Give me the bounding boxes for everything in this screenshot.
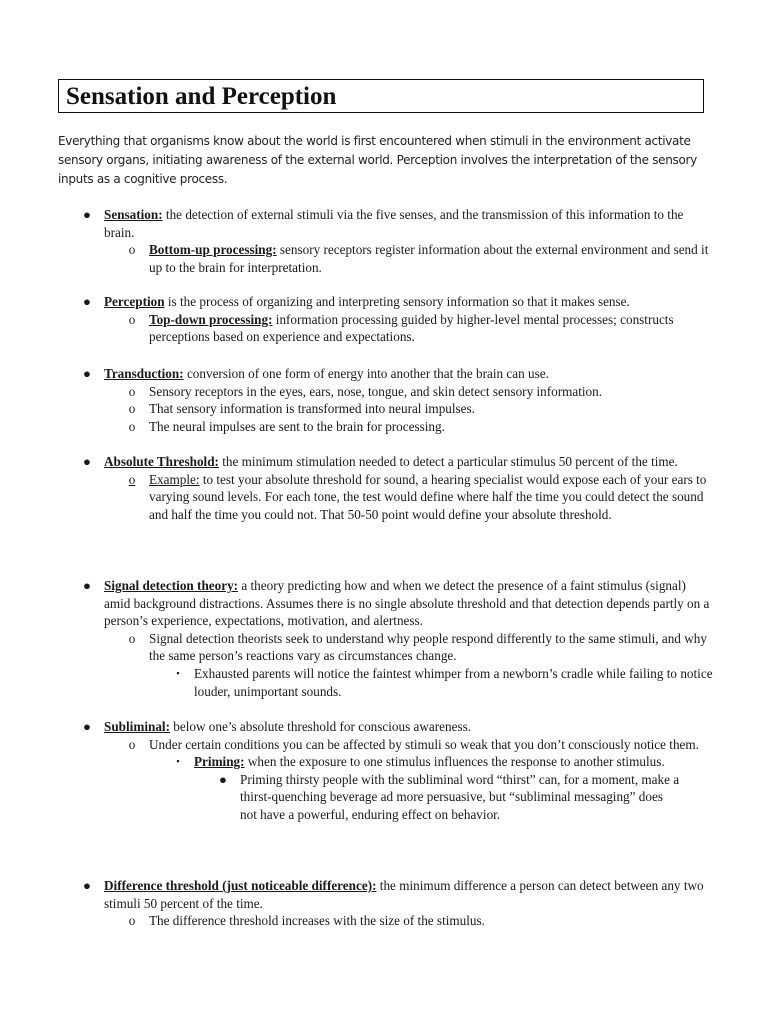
circle-marker: o — [128, 401, 136, 417]
bullet-marker: ● — [219, 771, 227, 787]
page-title: Sensation and Perception — [66, 83, 337, 110]
section-perception — [0, 293, 768, 346]
bullet-marker: ● — [83, 366, 91, 381]
section-sensation — [0, 206, 768, 276]
definition: below one’s absolute threshold for conscious awareness. — [169, 719, 472, 734]
square-marker: ▪ — [176, 756, 180, 767]
section-transduction — [0, 365, 768, 435]
section-signal-detection — [0, 577, 768, 700]
list-item — [0, 206, 768, 241]
list-item — [0, 471, 768, 524]
term-subliminal: Subliminal: — [104, 719, 170, 734]
list-item — [0, 877, 768, 912]
list-item — [0, 453, 768, 471]
term-difference-threshold: Difference threshold (just noticeable difference): — [104, 878, 377, 893]
list-item — [0, 753, 768, 771]
term-signal-detection: Signal detection theory: — [104, 578, 239, 593]
square-marker: ▪ — [176, 667, 180, 678]
detail-text: Under certain conditions you can be affected by stimuli so weak that you don’t consciously notice them. — [149, 736, 699, 752]
term-sensation: Sensation: — [104, 207, 163, 222]
definition: conversion of one form of energy into another that the brain can use. — [183, 366, 549, 381]
list-item — [0, 383, 768, 401]
definition: information processing guided by higher-level mental processes; constructs perceptions based on experience and expectations. — [149, 311, 674, 345]
list-item — [0, 418, 768, 436]
bullet-marker: ● — [83, 207, 91, 222]
list-item — [0, 736, 768, 754]
title-box — [58, 79, 704, 113]
circle-marker: o — [128, 471, 136, 487]
term-perception: Perception — [104, 294, 165, 309]
definition: the detection of external stimuli via the five senses, and the transmission of this information to the brain. — [104, 207, 684, 240]
detail-text: Exhausted parents will notice the faintest whimper from a newborn’s cradle while failing to notice louder, unimportant sounds. — [194, 665, 713, 699]
list-item — [0, 241, 768, 276]
list-item — [0, 665, 768, 700]
term-bottom-up: Bottom-up processing: — [149, 242, 277, 258]
circle-marker: o — [128, 242, 136, 258]
list-item — [0, 365, 768, 383]
definition: sensory receptors register information about the external environment and send it up to the brain for interpretation. — [149, 242, 709, 275]
bullet-marker: ● — [83, 719, 91, 734]
term-top-down: Top-down processing: — [149, 311, 273, 327]
definition: the minimum difference a person can detect between any two stimuli 50 percent of the time. — [104, 878, 704, 911]
definition: is the process of organizing and interpreting sensory information so that it makes sense. — [164, 294, 630, 309]
list-item — [0, 293, 768, 311]
definition: to test your absolute threshold for sound, a hearing specialist would expose each of your ears to varying sound levels. For each tone, the test would define where half the time you could detect the sound and half the time you could not. That 50-50 point would define your absolute threshold. — [149, 471, 707, 522]
bullet-marker: ● — [83, 578, 91, 593]
term-priming: Priming: — [194, 754, 245, 770]
circle-marker: o — [128, 383, 136, 399]
list-item — [0, 311, 768, 346]
definition: the minimum stimulation needed to detect a particular stimulus 50 percent of the time. — [218, 454, 678, 469]
definition: a theory predicting how and when we detect the presence of a faint stimulus (signal) amid background distractions. Assumes there is no single absolute threshold and that detection depends partly on a person’s experience, expectations, motivation, and alertness. — [104, 578, 710, 629]
intro-paragraph: Everything that organisms know about the world is first encountered when stimuli in the environment activate sensory organs, initiating awareness of the external world. Perception involves the interpretation of the sensory inputs as a cognitive process. — [58, 134, 697, 186]
list-item — [0, 577, 768, 630]
circle-marker: o — [128, 736, 136, 752]
detail-text: Signal detection theorists seek to understand why people respond differently to the same stimuli, and why the same person’s reactions vary as circumstances change. — [149, 630, 707, 664]
list-item — [0, 630, 768, 665]
bullet-marker: ● — [83, 878, 91, 893]
section-absolute-threshold — [0, 453, 768, 523]
term-transduction: Transduction: — [104, 366, 184, 381]
circle-marker: o — [128, 311, 136, 327]
detail-text: The neural impulses are sent to the brain for processing. — [149, 418, 445, 434]
circle-marker: o — [128, 418, 136, 434]
detail-text: Priming thirsty people with the subliminal word “thirst” can, for a moment, make a thirst-quenching beverage ad more persuasive, but “subliminal messaging” does not have a powerful, enduring effect on behavior. — [240, 771, 680, 822]
circle-marker: o — [128, 913, 136, 929]
term-absolute-threshold: Absolute Threshold: — [104, 454, 219, 469]
list-item — [0, 400, 768, 418]
definition: when the exposure to one stimulus influences the response to another stimulus. — [244, 754, 665, 770]
section-difference-threshold — [0, 877, 768, 930]
term-example: Example: — [149, 471, 200, 487]
circle-marker: o — [128, 630, 136, 646]
detail-text: The difference threshold increases with the size of the stimulus. — [149, 913, 485, 929]
detail-text: That sensory information is transformed into neural impulses. — [149, 401, 475, 417]
list-item — [0, 771, 768, 824]
detail-text: Sensory receptors in the eyes, ears, nose, tongue, and skin detect sensory information. — [149, 383, 603, 399]
section-subliminal — [0, 718, 768, 824]
list-item — [0, 718, 768, 736]
bullet-marker: ● — [83, 294, 91, 309]
bullet-marker: ● — [83, 454, 91, 469]
list-item — [0, 912, 768, 930]
